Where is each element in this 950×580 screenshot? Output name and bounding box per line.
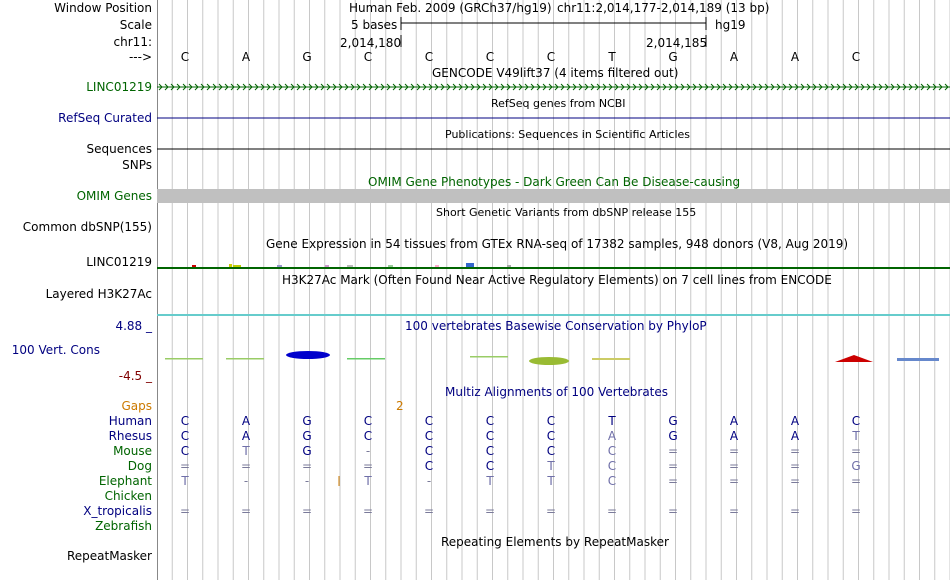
alignment-base-rhesus: T — [852, 429, 860, 443]
alignment-base-rhesus: A — [607, 429, 617, 443]
track-label-omim[interactable]: OMIM Genes — [76, 189, 152, 203]
alignment-base-mouse: = — [667, 444, 679, 458]
track-label-h3k27ac[interactable]: Layered H3K27Ac — [45, 287, 152, 301]
alignment-base-mouse: T — [242, 444, 250, 458]
alignment-base-xtrop: = — [240, 504, 252, 518]
alignment-base-rhesus: G — [302, 429, 312, 443]
alignment-base-human: C — [546, 414, 556, 428]
gencode-track-title[interactable]: GENCODE V49lift37 (4 items filtered out) — [432, 66, 679, 80]
refseq-track-title[interactable]: RefSeq genes from NCBI — [491, 97, 626, 110]
alignment-base-rhesus: C — [546, 429, 556, 443]
alignment-base-elephant: = — [850, 474, 862, 488]
alignment-base-elephant: T — [547, 474, 555, 488]
alignment-base-human: A — [790, 414, 800, 428]
sequence-base: C — [363, 50, 373, 64]
alignment-base-mouse: C — [546, 444, 556, 458]
alignment-base-rhesus: C — [180, 429, 190, 443]
alignment-base-xtrop: = — [179, 504, 191, 518]
alignment-base-dog: C — [424, 459, 434, 473]
browser-image[interactable] — [157, 0, 950, 580]
alignment-base-human: A — [241, 414, 251, 428]
track-label-sequences[interactable]: Sequences — [86, 142, 152, 156]
alignment-base-xtrop: = — [606, 504, 618, 518]
dbsnp-track-title[interactable]: Short Genetic Variants from dbSNP release 155 — [436, 206, 697, 219]
alignment-base-human: C — [180, 414, 190, 428]
alignment-base-mouse: = — [728, 444, 740, 458]
alignment-base-human: C — [424, 414, 434, 428]
track-label-cons[interactable]: 100 Vert. Cons — [11, 343, 100, 357]
multiz-track-title[interactable]: Multiz Alignments of 100 Vertebrates — [445, 385, 669, 399]
alignment-base-rhesus: A — [790, 429, 800, 443]
track-label-snps[interactable]: SNPs — [122, 158, 152, 172]
alignment-base-xtrop: = — [728, 504, 740, 518]
alignment-base-dog: T — [547, 459, 555, 473]
coordinate-tick-1: 2,014,180 — [340, 36, 402, 50]
publications-track-title[interactable]: Publications: Sequences in Scientific Articles — [445, 128, 690, 141]
species-label-mouse[interactable]: Mouse — [113, 444, 152, 458]
track-label-common-dbsnp[interactable]: Common dbSNP(155) — [22, 220, 152, 234]
alignment-base-xtrop: = — [301, 504, 313, 518]
phylop-track-title[interactable]: 100 vertebrates Basewise Conservation by PhyloP — [405, 319, 707, 333]
species-label-human[interactable]: Human — [108, 414, 152, 428]
gtex-bars — [192, 263, 511, 267]
species-label-elephant[interactable]: Elephant — [98, 474, 152, 488]
alignment-base-xtrop: = — [667, 504, 679, 518]
gtex-track-title[interactable]: Gene Expression in 54 tissues from GTEx RNA-seq of 17382 samples, 948 donors (V8, Aug 2019) — [266, 237, 849, 251]
track-label-gtex-linc01219[interactable]: LINC01219 — [86, 255, 152, 269]
alignment-base-elephant: - — [426, 474, 432, 488]
alignment-base-dog: = — [240, 459, 252, 473]
omim-bar — [157, 189, 950, 203]
alignment-base-dog: C — [607, 459, 617, 473]
repeatmasker-track-title[interactable]: Repeating Elements by RepeatMasker — [441, 535, 669, 549]
track-label-linc01219[interactable]: LINC01219 — [86, 80, 152, 94]
alignment-base-dog: C — [485, 459, 495, 473]
track-label-repeatmasker[interactable]: RepeatMasker — [66, 549, 152, 563]
alignment-base-mouse: = — [789, 444, 801, 458]
coordinate-tick-2: 2,014,185 — [646, 36, 708, 50]
alignment-base-dog: = — [179, 459, 191, 473]
alignment-base-human: C — [485, 414, 495, 428]
alignment-base-elephant: = — [728, 474, 740, 488]
h3k27ac-track-title[interactable]: H3K27Ac Mark (Often Found Near Active Regulatory Elements) on 7 cell lines from ENCODE — [282, 273, 832, 287]
alignment-base-rhesus: A — [729, 429, 739, 443]
alignment-base-human: C — [363, 414, 373, 428]
alignment-base-dog: = — [789, 459, 801, 473]
alignment-base-elephant: T — [181, 474, 189, 488]
alignment-base-human: G — [668, 414, 678, 428]
sequence-base: C — [180, 50, 190, 64]
sequence-base: A — [241, 50, 251, 64]
species-label-rhesus[interactable]: Rhesus — [108, 429, 152, 443]
conservation-logo — [165, 351, 939, 365]
sequence-base: C — [546, 50, 556, 64]
alignment-base-rhesus: C — [363, 429, 373, 443]
alignment-base-human: A — [729, 414, 739, 428]
alignment-base-rhesus: C — [424, 429, 434, 443]
alignment-base-elephant: T — [364, 474, 372, 488]
alignment-base-rhesus: G — [668, 429, 678, 443]
alignment-base-human: T — [608, 414, 616, 428]
cons-axis-bottom: -4.5 _ — [118, 369, 152, 383]
cons-axis-top: 4.88 _ — [115, 319, 152, 333]
alignment-base-human: C — [851, 414, 861, 428]
sequence-base: A — [729, 50, 739, 64]
sequence-base: C — [851, 50, 861, 64]
sequence-base: T — [608, 50, 616, 64]
alignment-base-mouse: C — [607, 444, 617, 458]
assembly-title: Human Feb. 2009 (GRCh37/hg19) — [349, 1, 552, 15]
omim-track-title[interactable]: OMIM Gene Phenotypes - Dark Green Can Be Disease-causing — [368, 175, 741, 189]
scale-bar-label: 5 bases — [351, 18, 398, 32]
scale-label: Scale — [119, 18, 152, 32]
gaps-value: 2 — [396, 399, 404, 413]
window-position-label: Window Position — [54, 1, 152, 15]
sequence-base: G — [302, 50, 312, 64]
sequence-base: C — [424, 50, 434, 64]
alignment-base-dog: = — [362, 459, 374, 473]
alignment-base-elephant: = — [789, 474, 801, 488]
species-label-xtropicalis[interactable]: X_tropicalis — [83, 504, 152, 518]
alignment-base-mouse: G — [302, 444, 312, 458]
alignment-base-elephant: = — [667, 474, 679, 488]
track-label-gaps[interactable]: Gaps — [121, 399, 152, 413]
alignment-base-mouse: = — [850, 444, 862, 458]
alignment-base-elephant: - — [243, 474, 249, 488]
alignment-base-rhesus: C — [485, 429, 495, 443]
sequence-base: A — [790, 50, 800, 64]
alignment-base-elephant: T — [486, 474, 494, 488]
alignment-base-dog: = — [667, 459, 679, 473]
alignment-base-xtrop: = — [362, 504, 374, 518]
alignment-base-xtrop: = — [484, 504, 496, 518]
alignment-base-xtrop: = — [423, 504, 435, 518]
alignment-base-mouse: C — [424, 444, 434, 458]
alignment-base-rhesus: A — [241, 429, 251, 443]
alignment-base-dog: G — [851, 459, 861, 473]
alignment-base-elephant: - — [304, 474, 310, 488]
position-text[interactable]: chr11:2,014,177-2,014,189 (13 bp) — [557, 1, 770, 15]
species-label-chicken[interactable]: Chicken — [104, 489, 152, 503]
alignment-base-human: G — [302, 414, 312, 428]
species-label-zebrafish[interactable]: Zebrafish — [95, 519, 152, 533]
alignment-base-mouse: C — [485, 444, 495, 458]
alignment-base-dog: = — [301, 459, 313, 473]
alignment-base-dog: = — [728, 459, 740, 473]
chromosome-label: chr11: — [113, 35, 152, 49]
sequence-base: G — [668, 50, 678, 64]
alignment-base-mouse: - — [365, 444, 371, 458]
alignment-base-xtrop: = — [789, 504, 801, 518]
sequence-base: C — [485, 50, 495, 64]
alignment-base-xtrop: = — [545, 504, 557, 518]
strand-arrow-label[interactable]: ---> — [128, 50, 152, 64]
alignment-base-elephant: C — [607, 474, 617, 488]
species-label-dog[interactable]: Dog — [127, 459, 152, 473]
alignment-base-mouse: C — [180, 444, 190, 458]
assembly-short: hg19 — [715, 18, 746, 32]
track-label-refseq[interactable]: RefSeq Curated — [58, 111, 152, 125]
alignment-base-xtrop: = — [850, 504, 862, 518]
